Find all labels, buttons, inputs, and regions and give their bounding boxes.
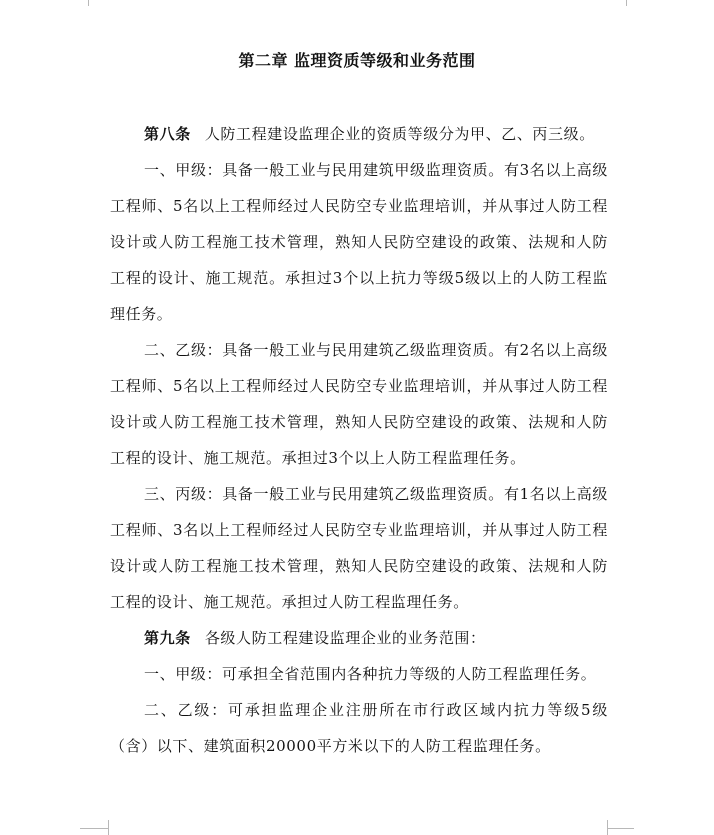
article-9-text: 各级人防工程建设监理企业的业务范围：: [204, 629, 486, 647]
scope-a-paragraph: 一、甲级：可承担全省范围内各种抗力等级的人防工程监理任务。: [144, 665, 597, 683]
chapter-title: 第二章 监理资质等级和业务范围: [238, 51, 476, 70]
grade-a-paragraph: 一、甲级：具备一般工业与民用建筑甲级监理资质。有3名以上高级工程师、5名以上工程师经过人民防空专业监理培训，并从事过人防工程设计或人防工程施工技术管理，熟知人民防空建设的政策、法规和人防工程的设计、施工规范。承担过3个以上抗力等级5级以上的人防工程监理任务。: [110, 161, 608, 323]
grade-c-paragraph: 三、丙级：具备一般工业与民用建筑乙级监理资质。有1名以上高级工程师、3名以上工程师经过人民防空专业监理培训，并从事过人防工程设计或人防工程施工技术管理，熟知人民防空建设的政策、法规和人防工程的设计、施工规范。承担过人防工程监理任务。: [110, 485, 608, 611]
article-8-text: 人防工程建设监理企业的资质等级分为甲、乙、丙三级。: [204, 125, 595, 143]
article-8-paragraph: [110, 116, 608, 152]
crop-mark-top-right-v: [626, 0, 627, 6]
document-body: [110, 116, 608, 764]
crop-mark-bottom-right-h: [608, 828, 634, 829]
article-9-label: 第九条: [144, 629, 191, 647]
crop-mark-bottom-right-v: [607, 820, 608, 835]
crop-mark-bottom-left-h: [80, 828, 108, 829]
article-9-paragraph: [110, 620, 608, 656]
crop-mark-top-left-v: [88, 0, 89, 6]
crop-mark-bottom-left-v: [108, 820, 109, 835]
scope-b-paragraph: 二、乙级：可承担监理企业注册所在市行政区域内抗力等级5级（含）以下、建筑面积20000平方米以下的人防工程监理任务。: [110, 701, 608, 755]
article-8-label: 第八条: [144, 125, 191, 143]
grade-b-paragraph: 二、乙级：具备一般工业与民用建筑乙级监理资质。有2名以上高级工程师、5名以上工程师经过人民防空专业监理培训，并从事过人防工程设计或人防工程施工技术管理，熟知人民防空建设的政策、法规和人防工程的设计、施工规范。承担过3个以上人防工程监理任务。: [110, 341, 608, 467]
